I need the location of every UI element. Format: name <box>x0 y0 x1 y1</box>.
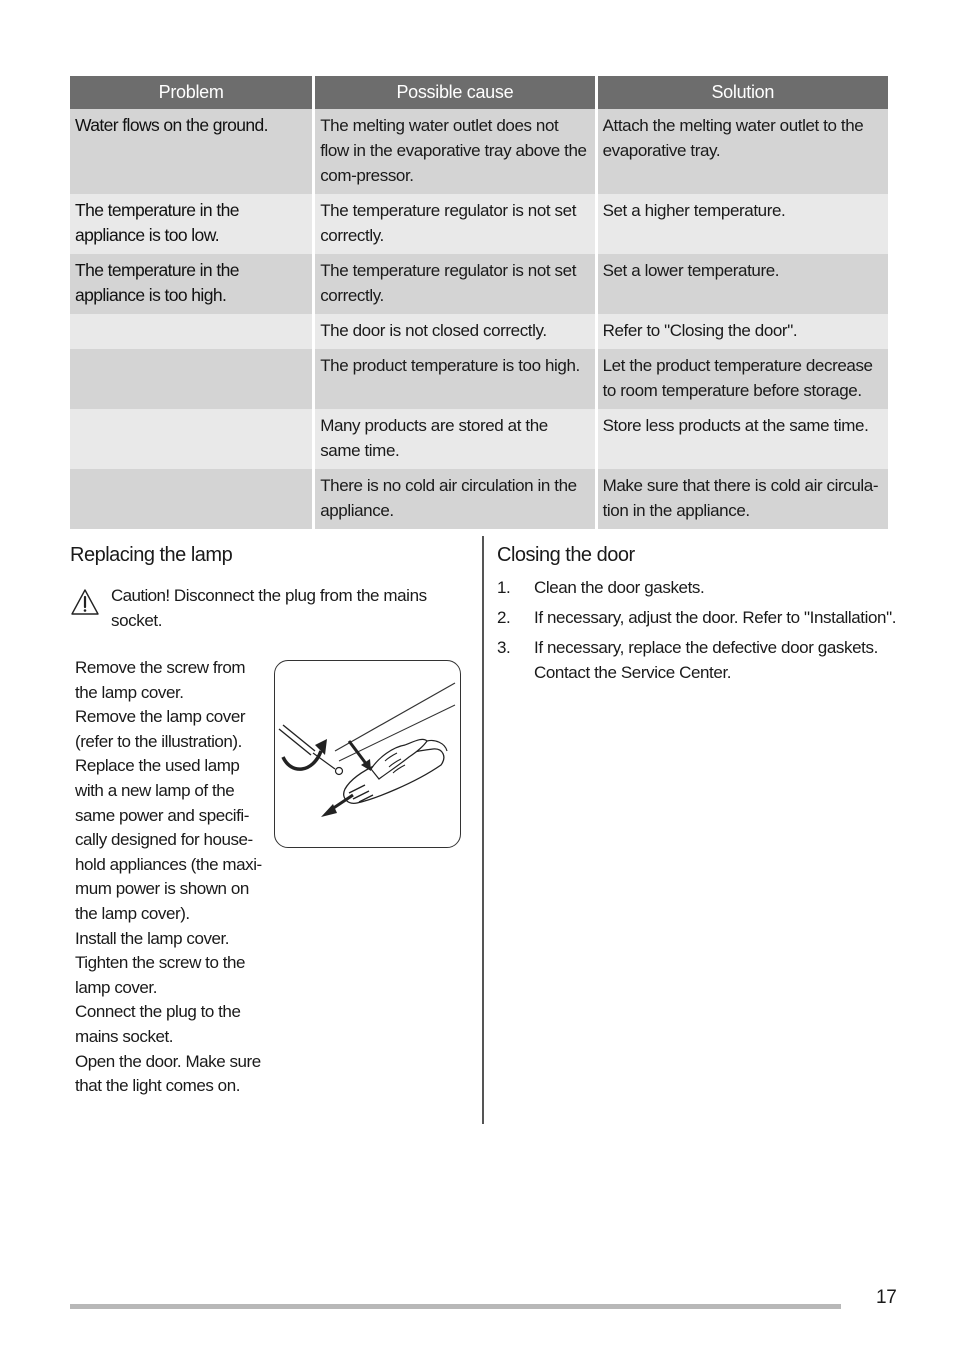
column-divider <box>482 536 484 1124</box>
header-possible-cause: Possible cause <box>315 76 594 109</box>
table-row <box>70 314 888 349</box>
cause-cell: The door is not closed correctly. <box>315 314 594 349</box>
table-row <box>70 254 888 314</box>
problem-cell <box>70 314 312 349</box>
cause-cell: The product temperature is too high. <box>315 349 594 409</box>
caution-note <box>111 583 441 633</box>
list-item <box>497 606 897 631</box>
problem-cell <box>70 349 312 409</box>
list-item-number: 3. <box>497 638 511 657</box>
lamp-step: Install the lamp cover. <box>75 928 230 948</box>
lamp-step: Replace the used lamp with a new lamp of the same power and specifi-cally designed for house-hold appliances (the maxi-mum power is shown on the lamp cover). <box>75 756 262 923</box>
list-item <box>497 576 897 601</box>
list-item-number: 2. <box>497 608 511 627</box>
cause-cell: The temperature regulator is not set correctly. <box>315 194 594 254</box>
table-row <box>70 469 888 529</box>
lamp-step: Remove the screw from the lamp cover. <box>75 658 246 702</box>
problem-cell <box>70 409 312 469</box>
table-row <box>70 109 888 194</box>
list-item-text: Clean the door gaskets. <box>534 578 705 597</box>
list-item-number: 1. <box>497 578 511 597</box>
closing-door-heading: Closing the door <box>497 544 635 566</box>
list-item <box>497 636 897 685</box>
solution-cell: Attach the melting water outlet to the evaporative tray. <box>598 109 888 194</box>
table-row <box>70 349 888 409</box>
solution-cell: Store less products at the same time. <box>598 409 888 469</box>
caution-message: Disconnect the plug from the mains socket. <box>111 586 427 630</box>
solution-cell: Set a lower temperature. <box>598 254 888 314</box>
caution-label: Caution! <box>111 586 170 605</box>
solution-cell: Let the product temperature decrease to room temperature before storage. <box>598 349 888 409</box>
warning-icon <box>70 588 100 616</box>
table-header-row <box>70 76 888 109</box>
problem-cell: Water flows on the ground. <box>70 109 312 194</box>
table-row <box>70 194 888 254</box>
cause-cell: Many products are stored at the same time. <box>315 409 594 469</box>
header-solution: Solution <box>598 76 888 109</box>
problem-cell: The temperature in the appliance is too high. <box>70 254 312 314</box>
cause-cell: There is no cold air circulation in the appliance. <box>315 469 594 529</box>
troubleshooting-table <box>67 76 891 529</box>
list-item-text: If necessary, replace the defective door gaskets. Contact the Service Center. <box>534 638 878 682</box>
solution-cell: Set a higher temperature. <box>598 194 888 254</box>
lamp-cover-illustration <box>274 660 461 848</box>
lamp-replacement-drawing <box>275 661 461 848</box>
table-row <box>70 409 888 469</box>
problem-cell: The temperature in the appliance is too low. <box>70 194 312 254</box>
lamp-step: Open the door. Make sure that the light comes on. <box>75 1051 261 1096</box>
lamp-steps <box>75 656 265 1099</box>
list-item-text: If necessary, adjust the door. Refer to "Installation". <box>534 608 897 627</box>
header-problem: Problem <box>70 76 312 109</box>
lamp-step: Tighten the screw to the lamp cover. <box>75 953 245 997</box>
solution-cell: Refer to "Closing the door". <box>598 314 888 349</box>
cause-cell: The melting water outlet does not flow in the evaporative tray above the com-pressor. <box>315 109 594 194</box>
problem-cell <box>70 469 312 529</box>
lamp-step: Connect the plug to the mains socket. <box>75 1002 241 1046</box>
replacing-lamp-heading: Replacing the lamp <box>70 544 233 566</box>
lamp-step: Remove the lamp cover (refer to the illustration). <box>75 707 246 751</box>
closing-door-steps <box>497 576 897 691</box>
cause-cell: The temperature regulator is not set correctly. <box>315 254 594 314</box>
page-number: 17 <box>876 1287 897 1308</box>
footer-rule <box>70 1304 841 1309</box>
solution-cell: Make sure that there is cold air circula-tion in the appliance. <box>598 469 888 529</box>
